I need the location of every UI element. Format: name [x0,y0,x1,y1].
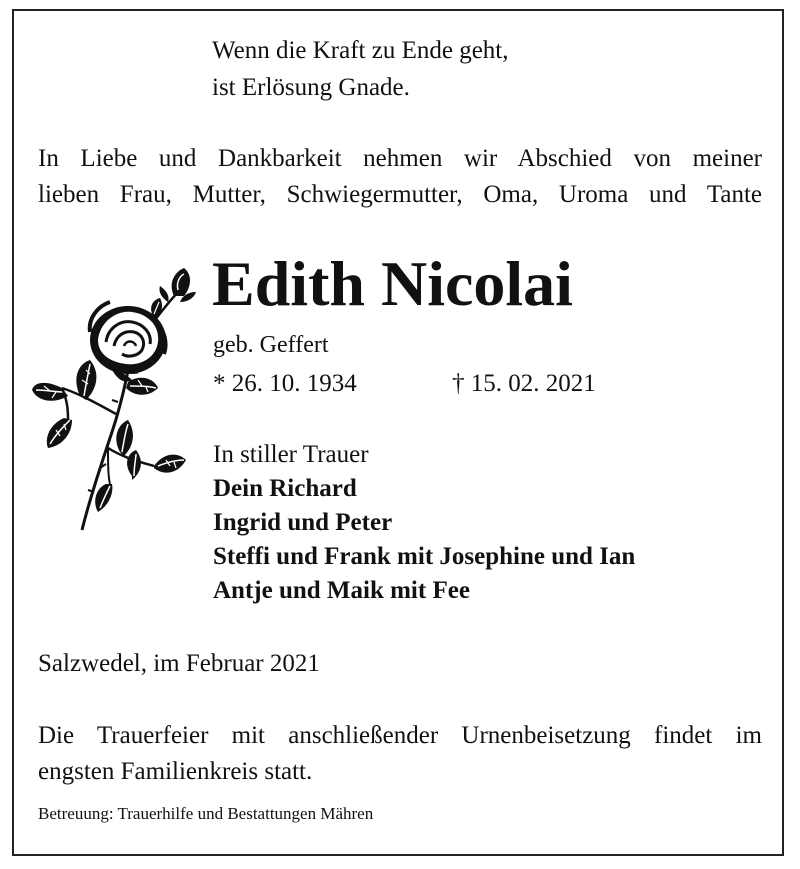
motto [212,32,508,106]
mourners-list [213,472,635,608]
rose-icon [28,262,206,534]
undertaker-credit: Betreuung: Trauerhilfe und Bestattungen Mähren [38,804,374,823]
birth-date: * 26. 10. 1934 [213,370,357,397]
mourning-heading: In stiller Trauer [213,441,369,468]
intro-line-1: In Liebe und Dankbarkeit nehmen wir Abschied von meiner [38,145,762,172]
intro-text [38,141,762,213]
mourner-1: Dein Richard [213,475,357,502]
motto-line-2: ist Erlösung Gnade. [212,74,410,101]
motto-line-1: Wenn die Kraft zu Ende geht, [212,37,509,64]
maiden-name: geb. Geffert [213,332,329,358]
ceremony-notice [38,718,762,790]
mourner-3: Steffi und Frank mit Josephine und Ian [213,543,636,570]
place-and-date: Salzwedel, im Februar 2021 [38,650,320,677]
ceremony-line-2: engsten Familienkreis statt. [38,758,313,785]
intro-line-2: lieben Frau, Mutter, Schwiegermutter, Oma, Uroma und Tante [38,181,762,208]
mourner-2: Ingrid und Peter [213,509,393,536]
mourner-4: Antje und Maik mit Fee [213,577,470,604]
deceased-name: Edith Nicolai [212,248,573,319]
ceremony-line-1: Die Trauerfeier mit anschließender Urnenbeisetzung findet im [38,722,762,749]
death-date: † 15. 02. 2021 [452,370,596,397]
